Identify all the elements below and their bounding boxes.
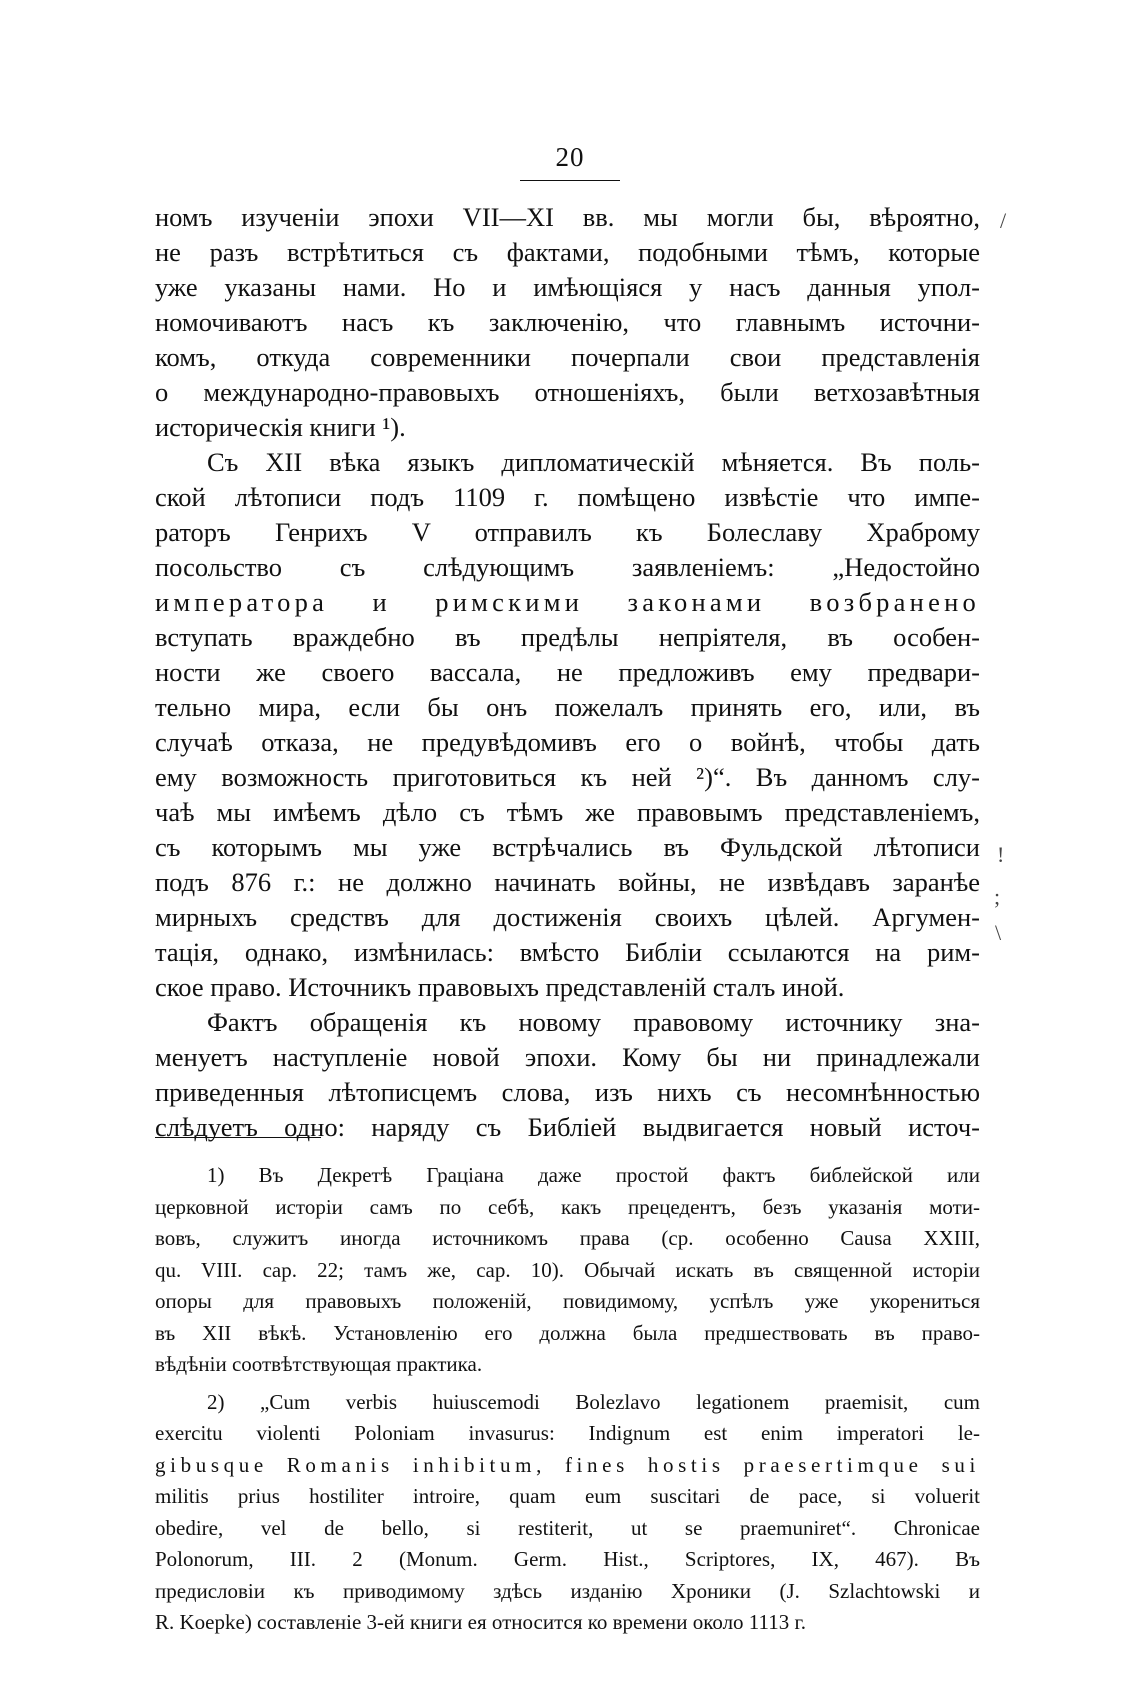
text-line: посольство съ слѣдующимъ заявленіемъ: „Недостойно (155, 552, 980, 582)
text-line: подъ 876 г.: не должно начинать войны, не извѣдавъ заранѣе (155, 867, 980, 897)
margin-mark: ; (994, 884, 1001, 909)
margin-mark: / (1000, 208, 1007, 233)
footnote-line: militis prius hostiliter introire, quam eum suscitari de pace, si voluerit (155, 1484, 980, 1508)
text-line: Фактъ обращенія къ новому правовому источнику зна- (207, 1007, 980, 1037)
text-line: раторъ Генрихъ V отправилъ къ Болеславу Храброму (155, 517, 980, 547)
footnote-line: exercitu violenti Poloniam invasurus: Indignum est enim imperatori le- (155, 1421, 980, 1445)
text-line: тація, однако, измѣнилась: вмѣсто Библіи ссылаются на рим- (155, 937, 980, 967)
text-line: императора и римскими законами возбранено (155, 587, 980, 617)
text-line: слѣдуетъ одно: наряду съ Библіей выдвигается новый источ- (155, 1112, 980, 1142)
margin-mark: ! (997, 842, 1005, 867)
text-line: вступать враждебно въ предѣлы непріятеля, въ особен- (155, 622, 980, 652)
main-text (155, 200, 980, 1145)
text-line: ности же своего вассала, не предложивъ ему предвари- (155, 657, 980, 687)
text-line: случаѣ отказа, не предувѣдомивъ его о войнѣ, чтобы дать (155, 727, 980, 757)
text-line: Съ XII вѣка языкъ дипломатическій мѣняется. Въ поль- (207, 447, 980, 477)
footnote-line: опоры для правовыхъ положеній, повидимому, успѣлъ уже укорениться (155, 1289, 980, 1313)
page-number: 20 (555, 142, 585, 172)
footnote-line: предисловіи къ приводимому здѣсь изданію Хроники (J. Szlachtowski и (155, 1578, 980, 1603)
margin-mark: \ (995, 920, 1002, 945)
header-rule (520, 180, 620, 181)
text-line: о международно-правовыхъ отношеніяхъ, были ветхозавѣтныя (155, 377, 980, 407)
footnote-line: въ XII вѣкѣ. Установленію его должна была предшествовать въ право- (155, 1320, 980, 1345)
footnote-line: qu. VIII. cap. 22; тамъ же, cap. 10). Обычай искать въ священной исторіи (155, 1257, 980, 1282)
text-line: тельно мира, если бы онъ пожелалъ принять его, или, въ (155, 692, 980, 722)
text-line: мирныхъ средствъ для достиженія своихъ цѣлей. Аргумен- (155, 902, 980, 932)
footnote-line: obedire, vel de bello, si restiterit, ut se praemuniret“. Chronicae (155, 1515, 980, 1540)
text-line: ему возможность приготовиться къ ней ²)“. Въ данномъ слу- (155, 762, 980, 792)
text-line: историческія книги ¹). (155, 412, 406, 442)
text-line: съ которымъ мы уже встрѣчались въ Фульдской лѣтописи (155, 832, 980, 862)
footnote-line: церковной исторіи самъ по себѣ, какъ прецедентъ, безъ указанія моти- (155, 1194, 980, 1219)
footnote-line: вовъ, служитъ иногда источникомъ права (ср. особенно Causa XXIII, (155, 1226, 980, 1250)
footnotes (155, 1160, 980, 1639)
text-line: ское право. Источникъ правовыхъ представленій сталъ иной. (155, 972, 845, 1002)
footnote-rule (155, 1137, 321, 1138)
text-line: приведенныя лѣтописцемъ слова, изъ нихъ съ несомнѣнностью (155, 1077, 980, 1107)
text-line: не разъ встрѣтиться съ фактами, подобными тѣмъ, которые (155, 237, 980, 267)
text-line: ской лѣтописи подъ 1109 г. помѣщено извѣстіе что импе- (155, 482, 980, 512)
footnote-line: Polonorum, III. 2 (Monum. Germ. Hist., Scriptores, IX, 467). Въ (155, 1547, 980, 1571)
text-line: номъ изученіи эпохи VII—XI вв. мы могли бы, вѣроятно, (155, 202, 980, 232)
footnote-line: gibusque Romanis inhibitum, fines hostis praesertimque sui (155, 1452, 980, 1477)
text-line: менуетъ наступленіе новой эпохи. Кому бы ни принадлежали (155, 1042, 980, 1072)
footnote-line: R. Koepke) составленіе 3-ей книги ея относится ко времени около 1113 г. (155, 1610, 806, 1634)
text-line: комъ, откуда современники почерпали свои представленія (155, 342, 980, 372)
text-line: номочиваютъ насъ къ заключенію, что главнымъ источни- (155, 307, 980, 337)
footnote-line: 2) „Cum verbis huiuscemodi Bolezlavo legationem praemisit, cum (207, 1389, 980, 1414)
footnote-line: вѣдѣніи соотвѣтствующая практика. (155, 1352, 483, 1376)
text-line: уже указаны нами. Но и имѣющіяся у насъ данныя упол- (155, 272, 980, 302)
footnote-line: 1) Въ Декретѣ Граціана даже простой фактъ библейской или (207, 1163, 980, 1187)
text-line: чаѣ мы имѣемъ дѣло съ тѣмъ же правовымъ представленіемъ, (155, 797, 980, 827)
